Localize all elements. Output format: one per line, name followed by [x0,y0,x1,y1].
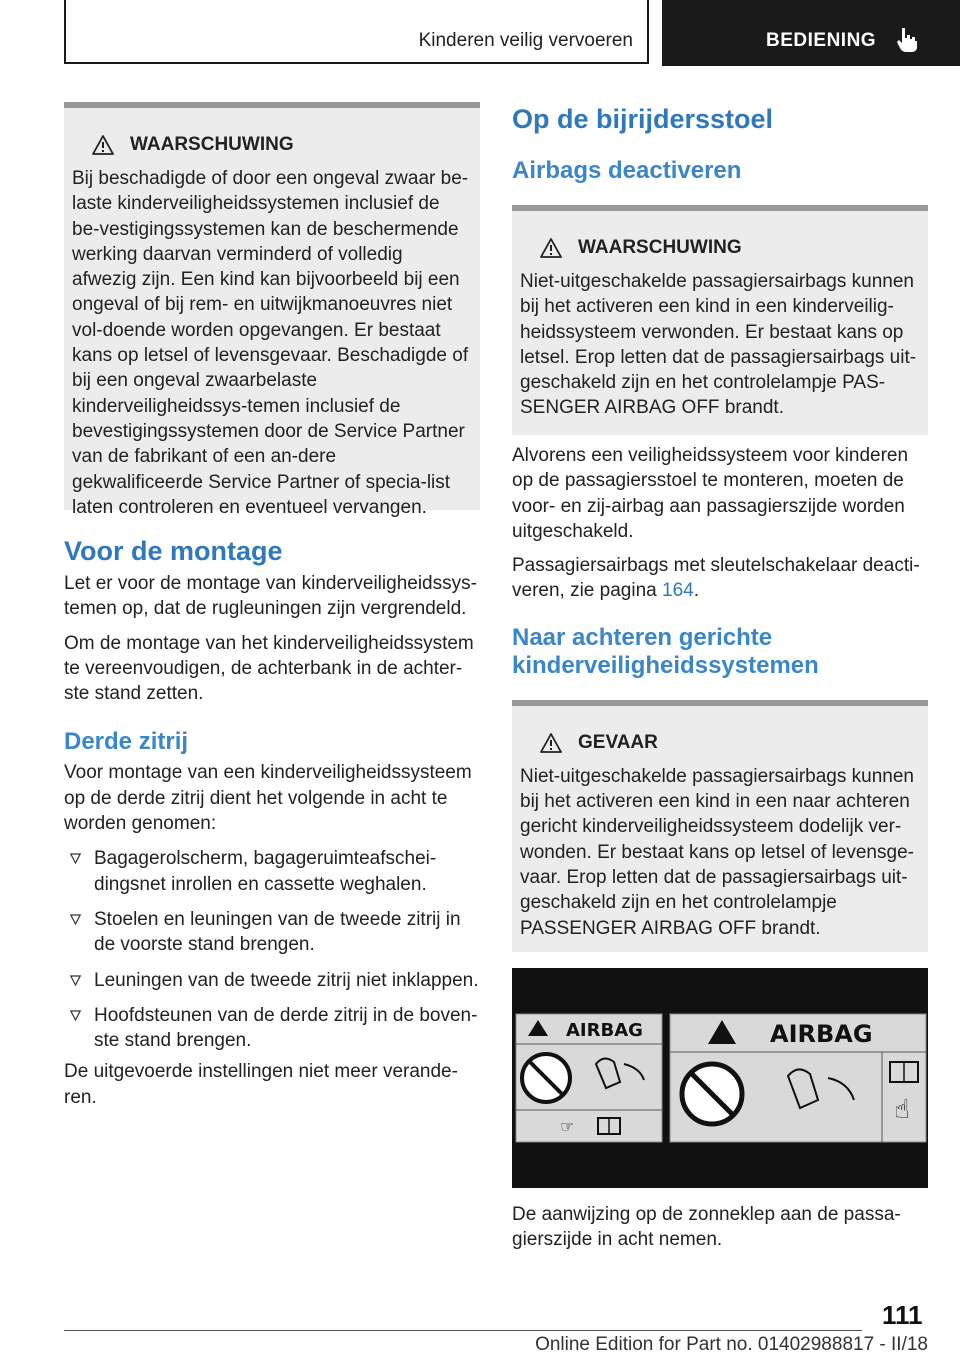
chapter-tab [64,0,649,64]
paragraph: Let er voor de montage van kinderveiligheidssys-temen op, dat de rugleuningen zijn vergrendeld. [64,573,477,620]
page-number: 111 [882,1300,923,1330]
warning-box [64,102,480,518]
list-item: Bagagerolscherm, bagageruimteafschei-dingsnet inrollen en cassette weghalen. [64,846,480,897]
right-column [512,102,928,1252]
section-tab [662,0,960,66]
list-item: Hoofdsteunen van de derde zitrij in de boven-ste stand brengen. [64,1003,480,1054]
paragraph: Alvorens een veiligheidssysteem voor kinderen op de passagiersstoel te monteren, moeten de voor- en zij-airbag aan passagierszijde worden uitgeschakeld. [512,445,909,542]
paragraph: Voor montage van een kinderveiligheidssysteem op de derde zitrij dient het volgende in acht te worden genomen: [64,762,472,835]
large-label-text: AIRBAG [770,1019,873,1048]
large-airbag-label [670,1014,926,1142]
section-heading: Voor de montage [64,536,283,566]
instruction-list [64,846,480,1053]
subsection-heading: Naar achteren gerichte kinderveiligheidssystemen [512,623,819,679]
subsection-heading: Airbags deactiveren [512,157,742,184]
section-heading: Op de bijrijdersstoel [512,104,774,134]
warning-label: WAARSCHUWING [578,237,742,258]
warning-box [512,205,928,435]
chapter-title: Kinderen veilig vervoeren [418,30,633,51]
list-item: Stoelen en leuningen van de tweede zitrij in de voorste stand brengen. [64,907,480,958]
subsection-heading: Derde zitrij [64,728,189,756]
page-reference-link[interactable]: 164 [662,580,694,602]
svg-text:☞: ☞ [560,1116,575,1136]
danger-header [540,732,920,754]
warning-triangle-icon [540,733,562,753]
warning-triangle-icon [540,238,562,258]
small-label-text: AIRBAG [566,1019,643,1041]
footer-divider [64,1330,862,1331]
paragraph: Passagiersairbags met sleutelschakelaar deacti-veren, zie pagina 164. [512,555,920,602]
warning-label: WAARSCHUWING [130,134,294,155]
airbag-label-photo [512,968,928,1188]
triangle-bullet-icon [70,1010,81,1021]
hand-pointer-icon [894,26,920,54]
triangle-bullet-icon [70,914,81,925]
airbag-label-illustration [512,968,928,1188]
page-header [0,0,960,66]
triangle-bullet-icon [70,853,81,864]
small-airbag-label [516,1014,662,1142]
paragraph: Om de montage van het kinderveiligheidssystem te vereenvoudigen, de achterbank in de achter-ste stand zetten. [64,632,474,705]
warning-text: Niet-uitgeschakelde passagiersairbags kunnen bij het activeren een kind in een kinderveilig-heidssysteem verwonden. Er bestaat kans op letsel. Erop letten dat de passagiersairbags uit-geschakeld zijn en het controlelampje PAS-SENGER AIRBAG OFF brandt. [520,271,917,419]
edition-note: Online Edition for Part no. 01402988817 - II/18 [535,1334,928,1355]
triangle-bullet-icon [70,975,81,986]
danger-label: GEVAAR [578,731,658,753]
paragraph: De uitgevoerde instellingen niet meer verande-ren. [64,1061,458,1108]
section-title: BEDIENING [766,30,877,51]
danger-text: Niet-uitgeschakelde passagiersairbags kunnen bij het activeren een kind in een naar achteren gericht kinderveiligheidssysteem dodelijk ver-wonden. Er bestaat kans op letsel of levensge-vaar. Erop letten dat de passagiersairbags uit-geschakeld zijn en het controlelampje PASSENGER AIRBAG OFF brandt. [520,765,914,939]
warning-triangle-icon [92,135,114,155]
caption: De aanwijzing op de zonneklep aan de passa-gierszijde in acht nemen. [512,1203,901,1251]
danger-box [512,700,928,952]
warning-header [540,237,920,259]
warning-text: Bij beschadigde of door een ongeval zwaar be-laste kinderveiligheidssystemen inclusief de be-vestigingssystemen kan de beschermende werking daarvan verminderd of volledig afwezig zijn. Een kind kan bijvoorbeeld bij een ongeval of bij rem- en uitwijkmanoeuvres niet vol-doende worden opgevangen. Er bestaat kans op letsel of levensgevaar. Beschadigde of bij een ongeval zwaarbelaste kinderveiligheidssys-temen inclusief de bevestigingssystemen door de Service Partner van de fabrikant of een an-dere gekwalificeerde Service Partner of specia-list laten controleren en eventueel vervangen. [72,168,469,518]
warning-header [92,134,472,156]
svg-text:☝: ☝ [894,1094,910,1125]
list-item: Leuningen van de tweede zitrij niet inklappen. [64,968,480,993]
left-column [64,102,480,1110]
